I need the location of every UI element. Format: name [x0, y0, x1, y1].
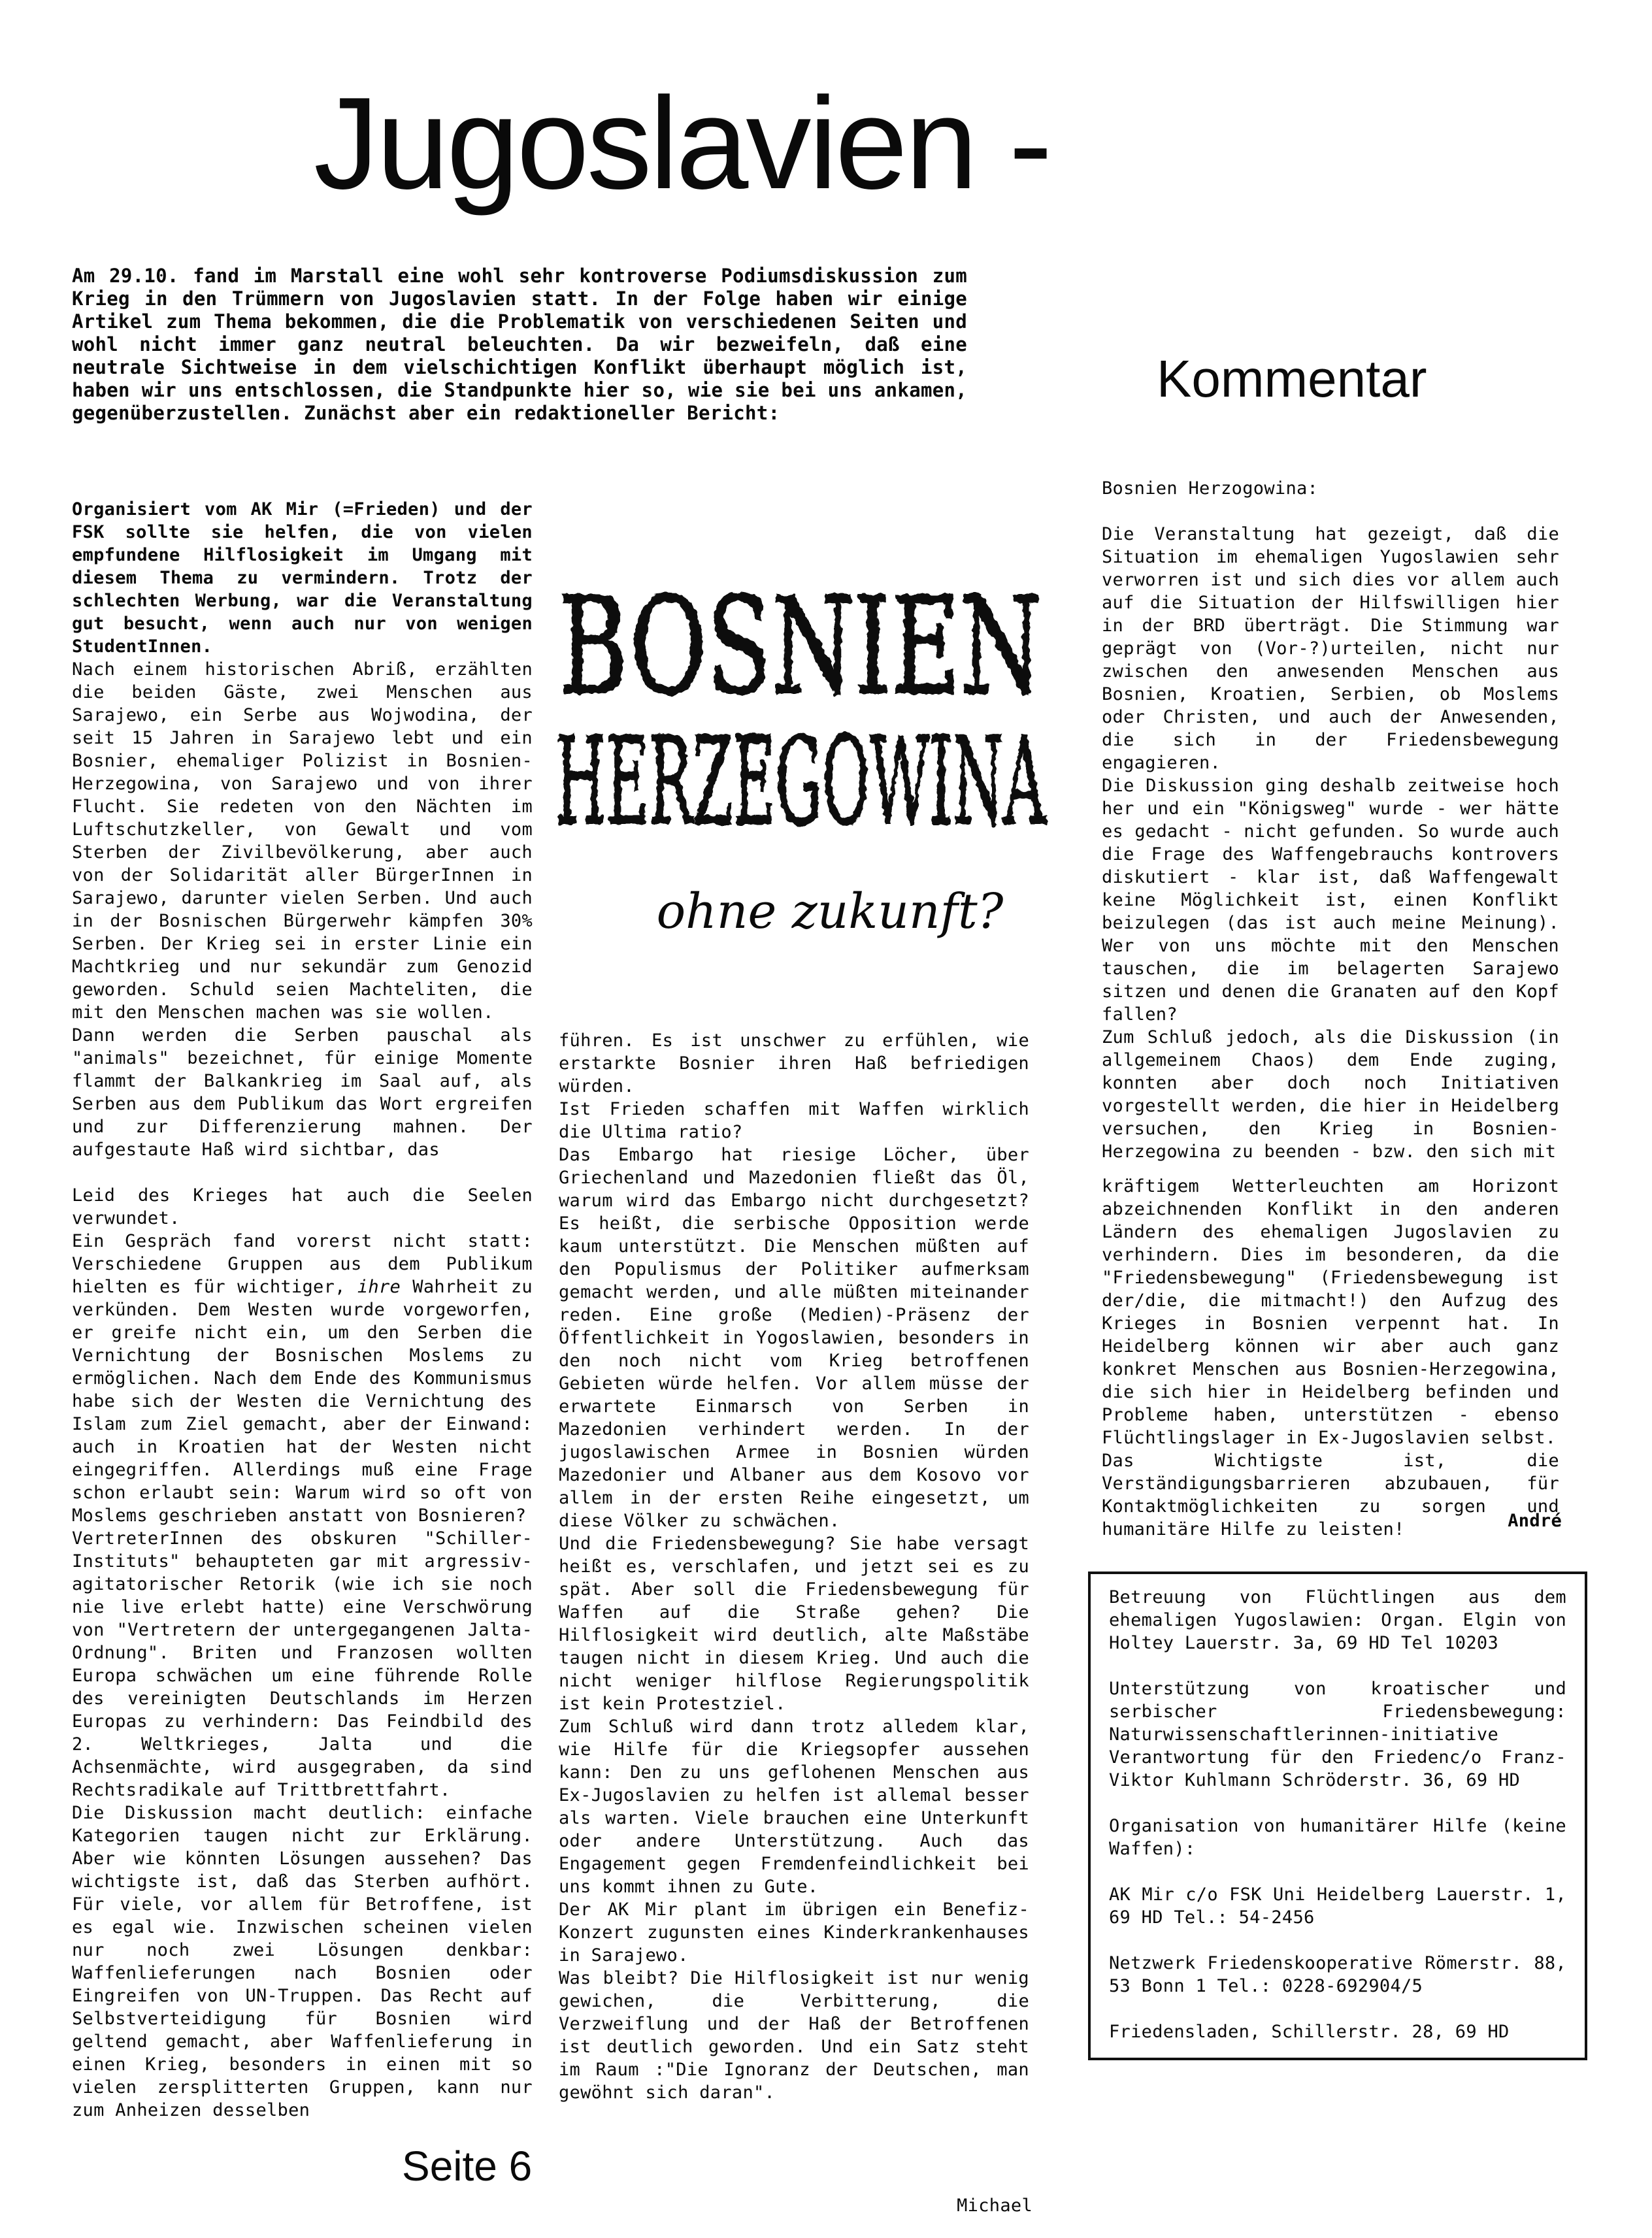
article-lead: Organisiert vom AK Mir (=Frieden) und der FSK sollte sie helfen, die von vielen empfundene Hilflosigkeit im Umgang mit diesem Thema zu vermindern. Trotz der schlechten Werbung, war die Veranstaltung gut besucht, wenn auch nur von wenigen StudentInnen. — [72, 499, 533, 657]
author-signoff-michael: Michael — [957, 2196, 1032, 2216]
kommentar-paragraph: kräftigem Wetterleuchten am Horizont abzeichnenden Konflikt in den anderen Ländern des ehemaligen Jugoslavien zu verhindern. Dies im besonderen, da die "Friedensbewegung" (Friedensbewegung ist der/die, die mitmacht!) den Aufzug des Krieges in Bosnien verpennt hat. In Heidelberg können wir aber auch ganz konkret Menschen aus Bosnien-Herzegowina, die sich hier in Heidelberg befinden und Probleme haben, unterstützen - ebenso Flüchtlingslager in Ex-Jugoslavien selbst. — [1102, 1176, 1559, 1448]
article-paragraph: Und die Friedensbewegung? Sie habe versagt heißt es, verschlafen, und jetzt sei es zu spät. Aber soll die Friedensbewegung für Waffen auf die Straße gehen? Die Hilflosigkeit wird deutlich, alte Maßstäbe taugen nicht in diesem Krieg. Und auch die nicht weniger hilflose Regierungspolitik ist kein Protestziel. — [559, 1534, 1029, 1714]
article-column-1 — [72, 498, 533, 2122]
poster-title-art — [555, 569, 1046, 852]
contact-entry: Friedensladen, Schillerstr. 28, 69 HD — [1109, 2022, 1510, 2042]
poster-line1: BOSNIEN — [559, 569, 1042, 725]
contact-entry: Betreuung von Flüchtlingen aus dem ehemaligen Yugoslawien: Organ. Elgin von Holtey Lauerstr. 3a, 69 HD Tel 10203 — [1109, 1587, 1566, 1653]
page-number: Seite 6 — [402, 2143, 533, 2190]
article-paragraph: führen. Es ist unschwer zu erfühlen, wie erstarkte Bosnier ihren Haß befriedigen würden. — [559, 1030, 1029, 1096]
author-signoff-andre: André — [1508, 1511, 1562, 1531]
contact-info-box — [1088, 1572, 1587, 2060]
page-title: Jugoslavien - — [314, 71, 1050, 216]
poster-line2: HERZEGOWINA — [555, 711, 1047, 852]
kommentar-subtitle: Bosnien Herzogowina: — [1102, 478, 1319, 499]
kommentar-paragraph: Zum Schluß jedoch, als die Diskussion (in allgemeinem Chaos) dem Ende zuging, konnten aber doch noch Initiativen vorgestellt werden, die hier in Heidelberg versuchen, den Krieg in Bosnien-Herzegowina zu beenden - bzw. den sich mit — [1102, 1027, 1559, 1162]
intro-paragraph: Am 29.10. fand im Marstall eine wohl sehr kontroverse Podiumsdiskussion zum Krieg in den Trümmern von Jugoslavien statt. In der Folge haben wir einige Artikel zum Thema bekommen, die die Problematik von verschiedenen Seiten und wohl nicht immer ganz neutral beleuchten. Da wir bezweifeln, daß eine neutrale Sichtweise in dem vielschichtigen Konflikt überhaupt möglich ist, haben wir uns entschlossen, die Standpunkte hier so, wie sie bei uns ankamen, gegenüberzustellen. Zunächst aber ein redaktioneller Bericht: — [72, 265, 967, 424]
kommentar-paragraph: Die Veranstaltung hat gezeigt, daß die Situation im ehemaligen Yugoslawien sehr verworren ist und sich dies vor allem auch auf die Situation der Hilfswilligen hier in der BRD überträgt. Die Stimmung war geprägt von (Vor-?)urteilen, nicht nur zwischen den anwesenden Menschen aus Bosnien, Kroatien, Serbien, ob Moslems oder Christen, und auch der Anwesenden, die sich in der Friedensbewegung engagieren. — [1102, 524, 1559, 773]
kommentar-paragraph: Das Wichtigste ist, die Verständigungsbarrieren abzubauen, für Kontaktmöglichkeiten zu sorgen und humanitäre Hilfe zu leisten! — [1102, 1451, 1559, 1539]
article-paragraph: Nach einem historischen Abriß, erzählten die beiden Gäste, zwei Menschen aus Sarajewo, ein Serbe aus Wojwodina, der seit 15 Jahren in Sarajewo lebt und ein Bosnier, ehemaliger Polizist in Bosnien-Herzegowina, von Sarajewo und von ihrer Flucht. Sie redeten von den Nächten im Luftschutzkeller, von Gewalt und vom Sterben der Zivilbevölkerung, aber auch von der Solidarität aller BürgerInnen in Sarajewo, darunter vielen Serben. Und auch in der Bosnischen Bürgerwehr kämpfen 30% Serben. Der Krieg sei in erster Linie ein Machtkrieg und nur sekundär zum Genozid geworden. Schuld seien Machteliten, die mit den Menschen machen was sie wollen. — [72, 659, 533, 1023]
poster-tagline: ohne zukunft? — [656, 883, 1004, 940]
emphasis-ihre: ihre — [357, 1277, 401, 1297]
kommentar-paragraph: Die Diskussion ging deshalb zeitweise hoch her und ein "Königsweg" wurde - wer hätte es gedacht - nicht gefunden. So wurde auch die Frage des Waffengebrauchs kontrovers diskutiert - klar ist, daß Waffengewalt keine Möglichkeit ist, einen Konflikt beizulegen (das ist auch meine Meinung). Wer von uns möchte mit den Menschen tauschen, die im belagerten Sarajewo sitzen und denen die Granaten auf den Kopf fallen? — [1102, 776, 1559, 1025]
article-paragraph: Ist Frieden schaffen mit Waffen wirklich die Ultima ratio? — [559, 1099, 1029, 1142]
article-paragraph: Dann werden die Serben pauschal als "animals" bezeichnet, für einige Momente flammt der Balkankrieg im Saal auf, als Serben aus dem Publikum das Wort ergreifen und zur Differenzierung mahnen. Der aufgestaute Haß wird sichtbar, das — [72, 1025, 533, 1160]
article-column-2 — [559, 1029, 1029, 2104]
article-paragraph: Der AK Mir plant im übrigen ein Benefiz-Konzert zugunsten eines Kinderkrankenhauses in Sarajewo. — [559, 1900, 1029, 1966]
article-paragraph: Zum Schluß wird dann trotz alledem klar, wie Hilfe für die Kriegsopfer aussehen kann: Den zu uns geflohenen Menschen aus Ex-Jugoslavien zu helfen ist allemal besser als warten. Viele brauchen eine Unterkunft oder andere Unterstützung. Auch das Engagement gegen Fremdenfeindlichkeit bei uns kommt ihnen zu Gute. — [559, 1717, 1029, 1897]
contact-entry: Unterstützung von kroatischer und serbischer Friedensbewegung: Naturwissenschaftlerinnen-initiative Verantwortung für den Friedenc/o Franz-Viktor Kuhlmann Schröderstr. 36, 69 HD — [1109, 1679, 1566, 1790]
contact-entry: Organisation von humanitärer Hilfe (keine Waffen): — [1109, 1816, 1566, 1859]
article-paragraph: Das Embargo hat riesige Löcher, über Griechenland und Mazedonien fließt das Öl, warum wird das Embargo nicht durchgesetzt? Es heißt, die serbische Opposition werde kaum unterstützt. Die Menschen müßten auf den Populismus der Politiker aufmerksam gemacht werden, und alle müßten miteinander reden. Eine große (Medien)-Präsenz der Öffentlichkeit in Yogoslawien, besonders in den noch nicht vom Krieg betroffenen Gebieten würde helfen. Vor allem müsse der erwartete Einmarsch von Serben in Mazedonien verhindert werden. In der jugoslawischen Armee in Bosnien würden Mazedonier und Albaner aus dem Kosovo vor allem in der ersten Reihe eingesetzt, um diese Völker zu schwächen. — [559, 1145, 1029, 1531]
article-paragraph: Leid des Krieges hat auch die Seelen verwundet. — [72, 1185, 533, 1228]
bosnien-herzegowina-poster — [542, 562, 1059, 993]
contact-entry: AK Mir c/o FSK Uni Heidelberg Lauerstr. 1, 69 HD Tel.: 54-2456 — [1109, 1884, 1566, 1928]
article-paragraph: VertreterInnen des obskuren "Schiller-Instituts" behaupteten gar mit argressiv-agitatorischer Retorik (wie ich sie noch nie live erlebt hatte) eine Verschwörung von "Vertretern der untergegangenen Jalta-Ordnung". Briten und Franzosen wollten Europa schwächen um eine führende Rolle des vereinigten Deutschlands im Herzen Europas zu verhindern: Das Feindbild des 2. Weltkrieges, Jalta und die Achsenmächte, wird ausgegraben, da sind Rechtsradikale auf Trittbrettfahrt. — [72, 1528, 533, 1800]
article-paragraph: Ein Gespräch fand vorerst nicht statt: Verschiedene Gruppen aus dem Publikum hielten es für wichtiger, ihre Wahrheit zu verkünden. Dem Westen wurde vorgeworfen, er greife nicht ein, um den Serben die Vernichtung der Bosnischen Moslems zu ermöglichen. Nach dem Ende des Kommunismus habe sich der Westen die Vernichtung des Islam zum Ziel gemacht, aber der Einwand: auch in Kroatien hat der Westen nicht eingegriffen. Allerdings muß eine Frage schon erlaubt sein: Warum wird so oft von Moslems geschrieben anstatt von Bosnieren? — [72, 1231, 533, 1526]
contact-entry: Netzwerk Friedenskooperative Römerstr. 88, 53 Bonn 1 Tel.: 0228-692904/5 — [1109, 1953, 1566, 1996]
kommentar-heading: Kommentar — [1157, 350, 1427, 408]
kommentar-column — [1102, 477, 1559, 1541]
article-paragraph: Die Diskussion macht deutlich: einfache Kategorien taugen nicht zur Erklärung. Aber wie könnten Lösungen aussehen? Das wichtigste ist, daß das Sterben aufhört. Für viele, vor allem für Betroffene, ist es egal wie. Inzwischen scheinen vielen nur noch zwei Lösungen denkbar: Waffenlieferungen nach Bosnien oder Eingreifen von UN-Truppen. Das Recht auf Selbstverteidigung für Bosnien wird geltend gemacht, aber Waffenlieferung in einen Krieg, besonders in einen mit so vielen zersplitterten Gruppen, kann nur zum Anheizen desselben — [72, 1803, 533, 2120]
article-paragraph: Was bleibt? Die Hilflosigkeit ist nur wenig gewichen, die Verbitterung, die Verzweiflung und der Haß der Betroffenen ist deutlich geworden. Und ein Satz steht im Raum :"Die Ignoranz der Deutschen, man gewöhnt sich daran". — [559, 1968, 1029, 2103]
